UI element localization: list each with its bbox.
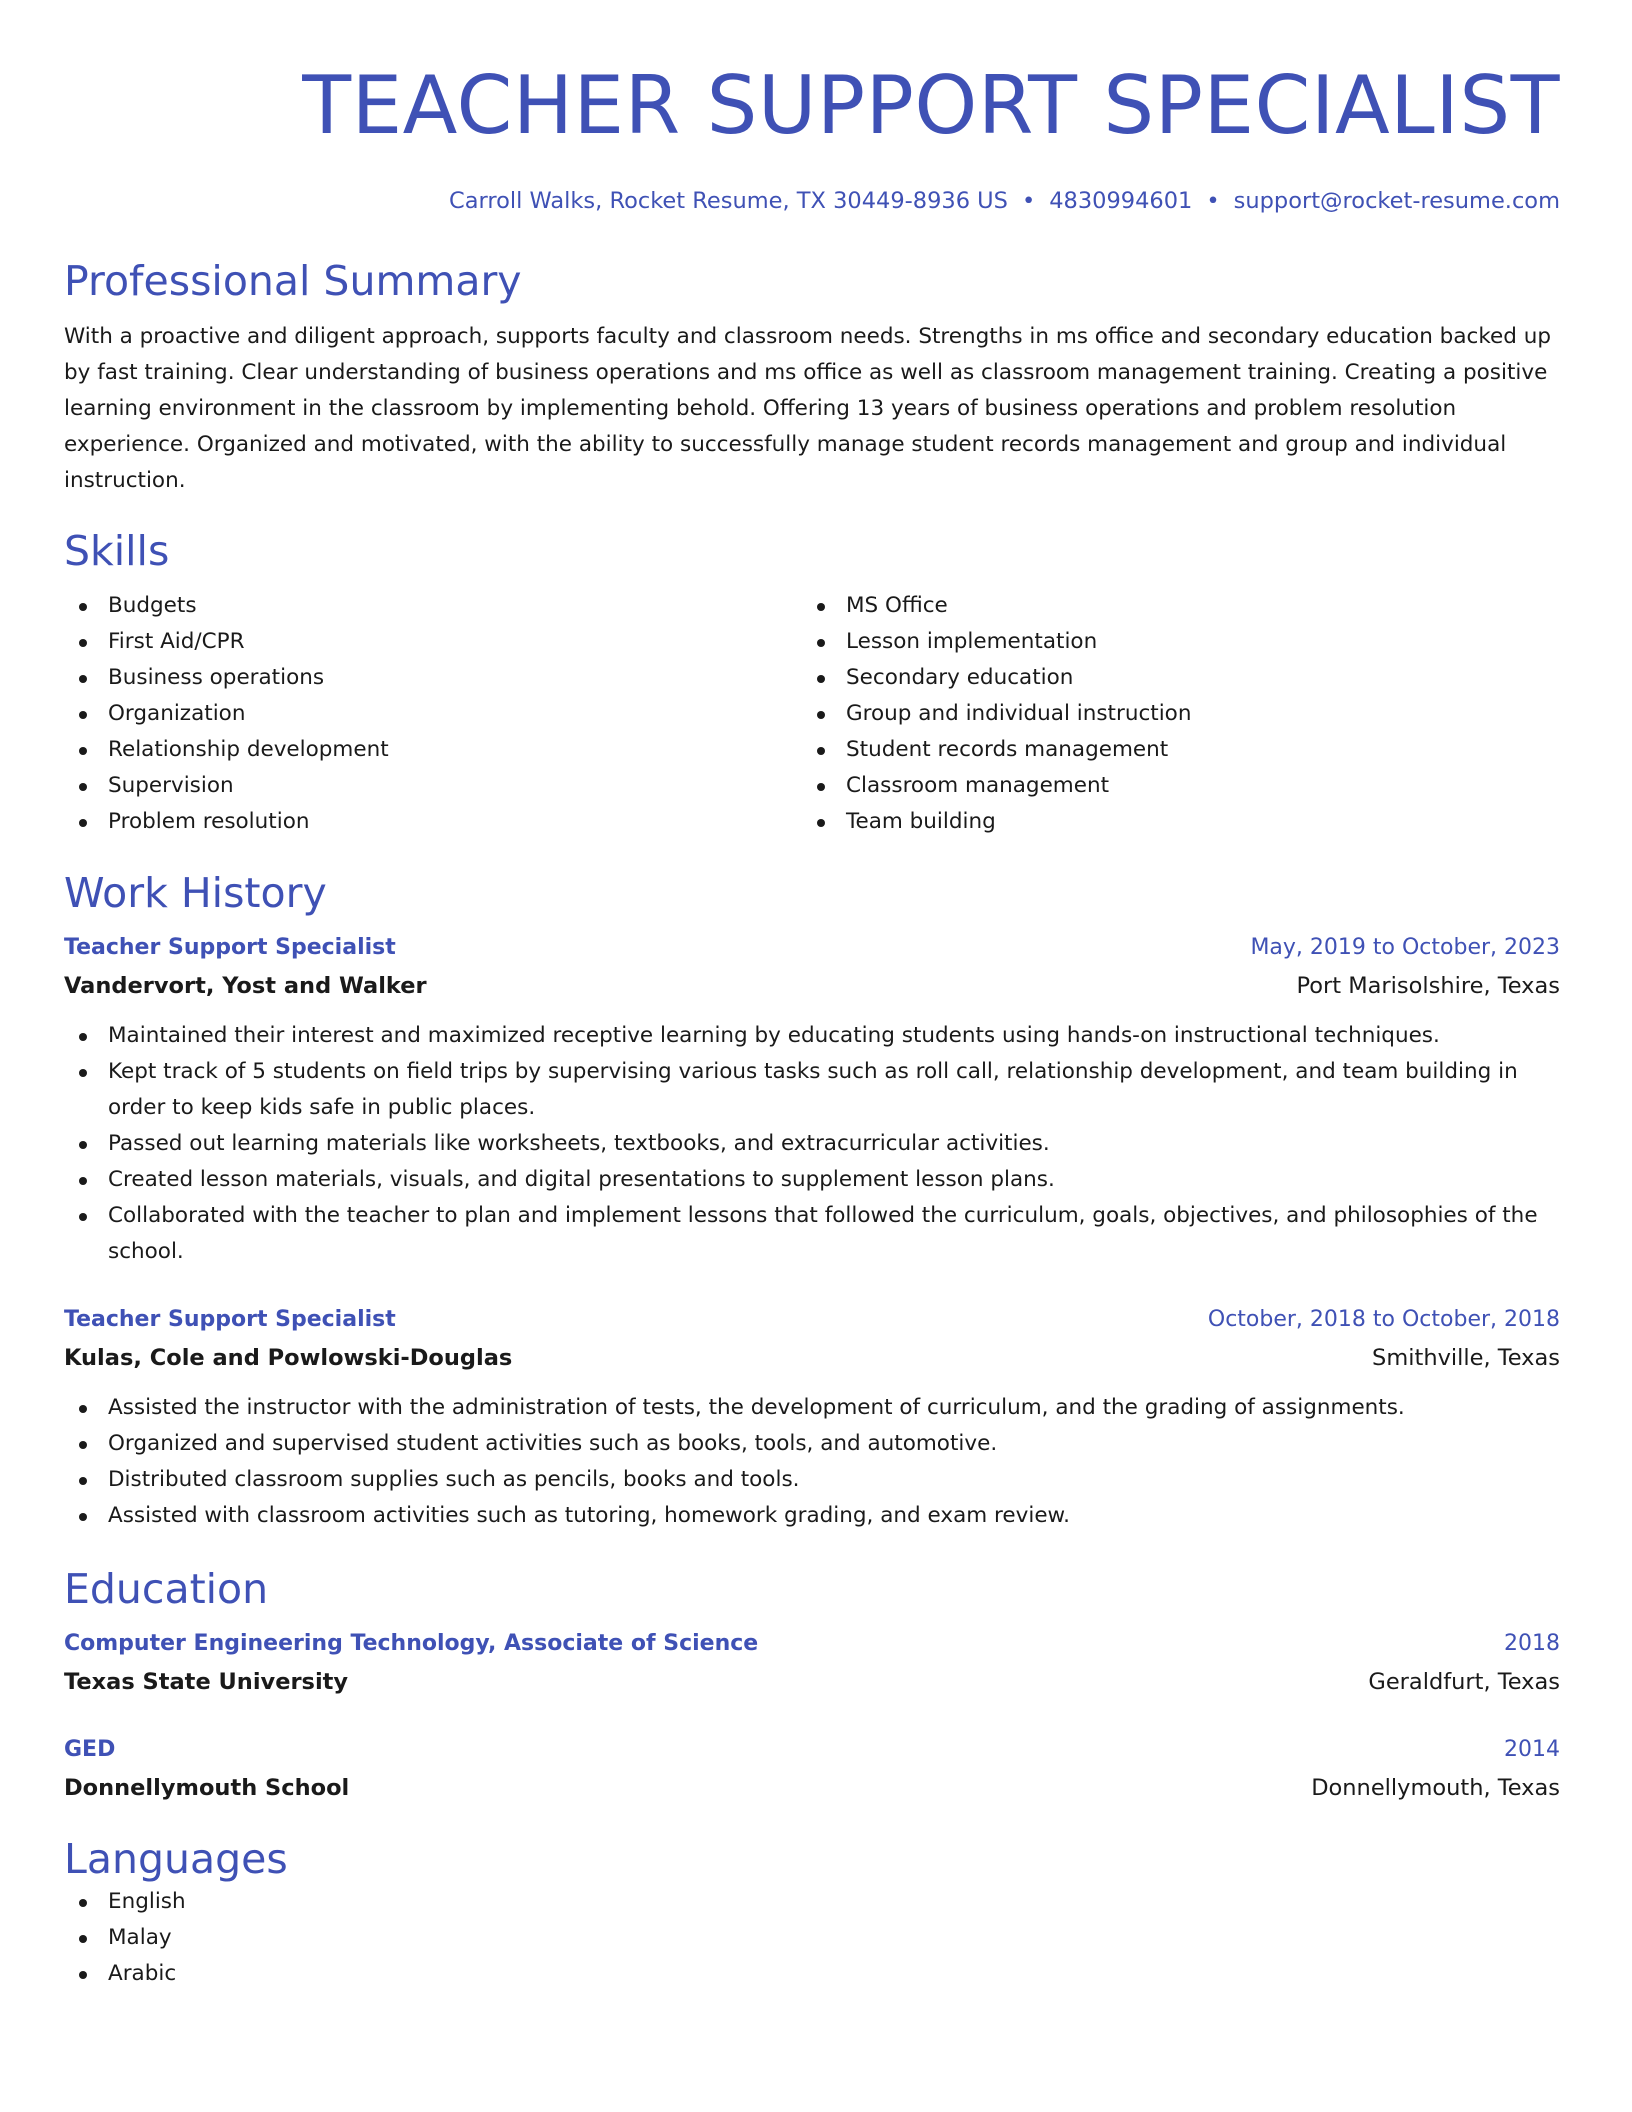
bullet-icon — [817, 603, 825, 611]
work-entry — [64, 930, 1560, 1270]
job-location: Port Marisolshire, Texas — [1296, 973, 1560, 999]
skill-item: Budgets — [64, 588, 802, 624]
resume-title: TEACHER SUPPORT SPECIALIST — [302, 59, 1560, 152]
education-entry — [64, 1626, 1560, 1702]
work-entry-header — [64, 1302, 1560, 1338]
job-duty: Distributed classroom supplies such as pencils, books and tools. — [64, 1462, 1560, 1498]
skill-item: Organization — [64, 696, 802, 732]
work-entry — [64, 1302, 1560, 1534]
contact-email[interactable]: support@rocket-resume.com — [1233, 188, 1560, 214]
skill-item: Problem resolution — [64, 804, 802, 840]
language-item: English — [64, 1884, 1560, 1920]
job-title: Teacher Support Specialist — [64, 1307, 396, 1332]
bullet-icon — [79, 819, 87, 827]
bullet-icon — [817, 711, 825, 719]
bullet-icon — [79, 1213, 87, 1221]
job-duty: Created lesson materials, visuals, and digital presentations to supplement lesson plans. — [64, 1162, 1560, 1198]
bullet-icon — [817, 747, 825, 755]
education-entry-header — [64, 1732, 1560, 1768]
degree-name: GED — [64, 1737, 116, 1762]
work-entry-subheader — [64, 966, 1560, 1006]
job-title: Teacher Support Specialist — [64, 935, 396, 960]
languages-list — [64, 1884, 1560, 1992]
job-location: Smithville, Texas — [1372, 1345, 1560, 1371]
school-name: Donnellymouth School — [64, 1775, 350, 1801]
job-duties-list — [64, 1018, 1560, 1270]
bullet-icon — [79, 1033, 87, 1041]
languages-heading: Languages — [64, 1835, 288, 1883]
skill-item: Group and individual instruction — [802, 696, 1540, 732]
bullet-icon — [79, 1899, 87, 1907]
bullet-icon — [79, 603, 87, 611]
school-location: Geraldfurt, Texas — [1368, 1669, 1560, 1695]
skills-column-left — [64, 588, 802, 840]
bullet-icon — [79, 1141, 87, 1149]
contact-address: Carroll Walks, Rocket Resume, TX 30449-8936 US — [449, 188, 1008, 214]
bullet-icon — [79, 1441, 87, 1449]
contact-separator: • — [1021, 188, 1036, 214]
skill-item: Business operations — [64, 660, 802, 696]
bullet-icon — [79, 639, 87, 647]
summary-text: With a proactive and diligent approach, supports faculty and classroom needs. Strengths in ms office and secondary education backed up by fast training. Clear understanding of business operations and ms office as well as classroom management training. Creating a positive learning environment in the classroom by implementing behold. Offering 13 years of business operations and problem resolution experience. Organized and motivated, with the ability to successfully manage student records management and group and individual instruction. — [64, 324, 1551, 493]
job-dates: October, 2018 to October, 2018 — [1207, 1307, 1560, 1332]
job-dates: May, 2019 to October, 2023 — [1250, 935, 1560, 960]
bullet-icon — [79, 711, 87, 719]
job-duty: Passed out learning materials like worksheets, textbooks, and extracurricular activities. — [64, 1126, 1560, 1162]
job-duty: Kept track of 5 students on field trips by supervising various tasks such as roll call, relationship development, and team building in order to keep kids safe in public places. — [64, 1054, 1560, 1126]
education-heading: Education — [64, 1565, 269, 1613]
company-name: Vandervort, Yost and Walker — [64, 973, 427, 999]
bullet-icon — [79, 783, 87, 791]
skill-item: Relationship development — [64, 732, 802, 768]
contact-separator: • — [1206, 188, 1220, 214]
job-duty: Assisted the instructor with the administration of tests, the development of curriculum, and the grading of assignments. — [64, 1390, 1560, 1426]
bullet-icon — [79, 1405, 87, 1413]
education-entry-subheader — [64, 1662, 1560, 1702]
work-entry-header — [64, 930, 1560, 966]
work-history-heading: Work History — [64, 869, 327, 917]
job-duty: Organized and supervised student activities such as books, tools, and automotive. — [64, 1426, 1560, 1462]
company-name: Kulas, Cole and Powlowski-Douglas — [64, 1345, 513, 1371]
skills-columns — [64, 588, 1560, 840]
degree-name: Computer Engineering Technology, Associate of Science — [64, 1631, 759, 1656]
job-duty: Maintained their interest and maximized receptive learning by educating students using hands-on instructional techniques. — [64, 1018, 1560, 1054]
bullet-icon — [79, 1513, 87, 1521]
school-name: Texas State University — [64, 1669, 349, 1695]
education-entry — [64, 1732, 1560, 1808]
bullet-icon — [79, 1477, 87, 1485]
language-item: Malay — [64, 1920, 1560, 1956]
bullet-icon — [817, 819, 825, 827]
bullet-icon — [817, 783, 825, 791]
bullet-icon — [79, 1971, 87, 1979]
graduation-year: 2014 — [1504, 1737, 1560, 1762]
job-duty: Assisted with classroom activities such as tutoring, homework grading, and exam review. — [64, 1498, 1560, 1534]
skill-item: Lesson implementation — [802, 624, 1540, 660]
skill-item: Classroom management — [802, 768, 1540, 804]
skill-item: Supervision — [64, 768, 802, 804]
skills-list-right — [802, 588, 1540, 840]
skill-item: Secondary education — [802, 660, 1540, 696]
skills-list-left — [64, 588, 802, 840]
contact-line — [64, 186, 1560, 216]
school-location: Donnellymouth, Texas — [1311, 1775, 1560, 1801]
bullet-icon — [79, 1935, 87, 1943]
education-entry-header — [64, 1626, 1560, 1662]
skills-heading: Skills — [64, 527, 170, 575]
skill-item: MS Office — [802, 588, 1540, 624]
graduation-year: 2018 — [1504, 1631, 1560, 1656]
bullet-icon — [79, 747, 87, 755]
job-duties-list — [64, 1390, 1560, 1534]
skill-item: Team building — [802, 804, 1540, 840]
skill-item: Student records management — [802, 732, 1540, 768]
bullet-icon — [79, 1069, 87, 1077]
skill-item: First Aid/CPR — [64, 624, 802, 660]
bullet-icon — [817, 639, 825, 647]
contact-phone: 4830994601 — [1049, 188, 1193, 214]
job-duty: Collaborated with the teacher to plan and implement lessons that followed the curriculum, goals, objectives, and philosophies of the school. — [64, 1198, 1560, 1270]
education-entry-subheader — [64, 1768, 1560, 1808]
bullet-icon — [817, 675, 825, 683]
work-entry-subheader — [64, 1338, 1560, 1378]
summary-heading: Professional Summary — [64, 257, 522, 305]
resume-page — [64, 0, 1560, 1992]
language-item: Arabic — [64, 1956, 1560, 1992]
bullet-icon — [79, 1177, 87, 1185]
skills-column-right — [802, 588, 1540, 840]
bullet-icon — [79, 675, 87, 683]
